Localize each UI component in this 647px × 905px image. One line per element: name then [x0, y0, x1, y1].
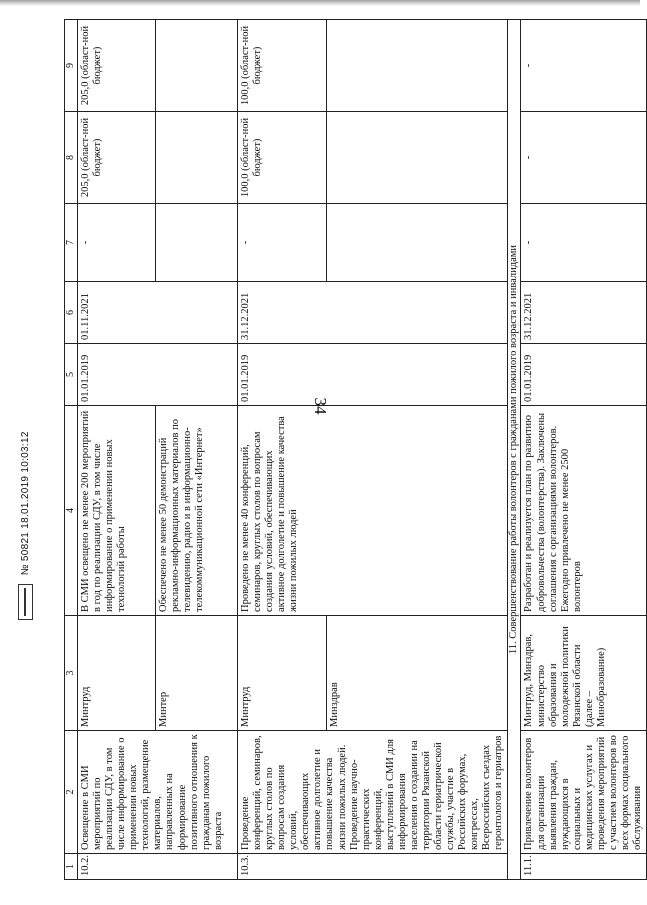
row-number: 10.2. — [78, 854, 238, 880]
table-row — [78, 20, 156, 880]
header-row — [65, 20, 78, 880]
end-date-cell: 31.12.2021 — [521, 282, 647, 344]
event-cell: Освещение в СМИ мероприятий по реализации СДУ, в том числе информирование о применении новых технологий, размещение материалов, направленных на формирование позитивного отношения к гражданам пожилого возраста — [78, 731, 238, 854]
col7-cell: - — [521, 204, 647, 282]
executor-cell: Минтруд — [78, 616, 156, 731]
row-number: 10.3. — [238, 854, 508, 880]
executor-cell: Минтруд, Минздрав, министерство образования и молодежной политики Рязанской области (далее – Минобразование) — [521, 616, 647, 731]
start-date-cell: 01.01.2019 — [521, 344, 647, 406]
table-row — [521, 20, 647, 880]
registration-stamp-icon — [18, 584, 33, 620]
row-number: 11.1. — [521, 854, 647, 880]
event-cell: Привлечение волонтеров для организации выявления граждан, нуждающихся в социальных и медицинских услугах и проведения мероприятий с участием волонтеров во всех формах социального обслуживания — [521, 731, 647, 854]
col9-cell: - — [521, 20, 647, 112]
result-cell: Проведено не менее 40 конференций, семинаров, круглых столов по вопросам создания условий, обеспечивающих активное долголетие и повышение качества жизни пожилых людей — [238, 406, 508, 616]
end-date-cell: 31.12.2021 — [238, 282, 508, 344]
registration-footer — [18, 360, 48, 620]
result-cell: Обеспечено не менее 50 демонстраций рекламно-информационных материалов по телевидению, радио и в информационно-телекоммуникационной сети «Интернет» — [156, 406, 238, 616]
empty-cell — [156, 20, 238, 112]
header-cell-5: 5 — [65, 344, 78, 406]
result-cell: Разработан и реализуется план по развитию добровольчества (волонтерства). Заключены соглашения с организациями волонтеров. Ежегодно привлечено не менее 2500 волонтеров — [521, 406, 647, 616]
header-cell-4: 4 — [65, 406, 78, 616]
start-date-cell: 01.01.2019 — [238, 344, 508, 406]
empty-cell — [156, 204, 238, 282]
table-row — [238, 20, 327, 880]
rotated-table-wrapper — [64, 20, 643, 880]
empty-cell — [156, 112, 238, 204]
registration-number: № 50821 18.01.2019 10:03:12 — [20, 431, 31, 576]
col8-cell: 205,0 (област-ной бюджет) — [78, 112, 156, 204]
section-title: 11. Совершенствование работы волонтеров с гражданами пожилого возраста и инвалидами — [508, 20, 521, 880]
measures-table — [64, 19, 647, 880]
header-cell-3: 3 — [65, 616, 78, 731]
col9-cell: 100,0 (област-ной бюджет) — [238, 20, 327, 112]
empty-cell — [326, 112, 508, 204]
col9-cell: 205,0 (област-ной бюджет) — [78, 20, 156, 112]
executor-cell: Минтруд — [238, 616, 327, 731]
scan-edge — [0, 0, 640, 6]
event-cell: Проведение конференций, семинаров, круглых столов по вопросам создания условий, обеспечивающих активное долголетие и повышение качества жизни пожилых людей. Проведение научно-практических конференций, выступлений в СМИ для информирования населения о создании на территории Рязанской области гериатрической службы, участие в Российских форумах, конгрессах, Всероссийских съездах геронтологов и гериатров — [238, 731, 508, 854]
result-cell: В СМИ освещено не менее 200 мероприятий в год по реализации СДУ, в том числе информирование о применении новых технологий работы — [78, 406, 156, 616]
col7-cell: - — [78, 204, 156, 282]
header-cell-7: 7 — [65, 204, 78, 282]
executor-cell: Минздрав — [326, 616, 508, 731]
section-row — [508, 20, 521, 880]
header-cell-2: 2 — [65, 731, 78, 854]
empty-cell — [326, 20, 508, 112]
col8-cell: - — [521, 112, 647, 204]
col8-cell: 100,0 (област-ной бюджет) — [238, 112, 327, 204]
start-date-cell: 01.01.2019 — [78, 344, 238, 406]
col7-cell: - — [238, 204, 327, 282]
header-cell-6: 6 — [65, 282, 78, 344]
header-cell-9: 9 — [65, 20, 78, 112]
executor-cell: Минтер — [156, 616, 238, 731]
page-number: 34 — [311, 397, 330, 415]
end-date-cell: 01.11.2021 — [78, 282, 238, 344]
header-cell-8: 8 — [65, 112, 78, 204]
empty-cell — [326, 204, 508, 282]
header-cell-1: 1 — [65, 854, 78, 880]
